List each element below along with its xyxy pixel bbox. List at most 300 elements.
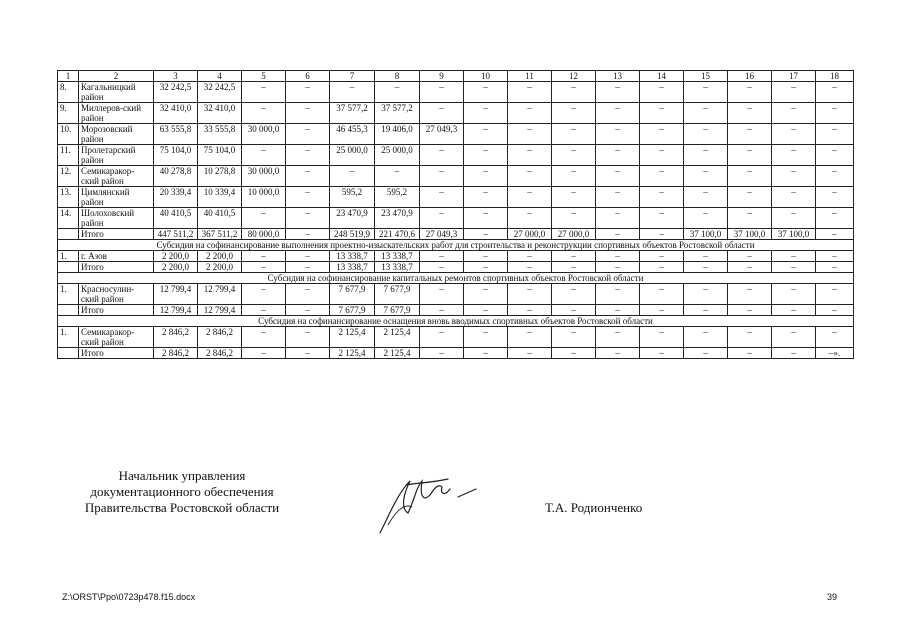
table-cell: –	[286, 103, 330, 124]
column-number-header: 12	[552, 71, 596, 82]
table-cell: –	[728, 82, 772, 103]
table-cell: –	[640, 327, 684, 348]
table-cell: –	[552, 145, 596, 166]
table-cell: 2 846,2	[198, 348, 242, 359]
table-cell: 2 125,4	[375, 327, 420, 348]
table-cell	[58, 262, 79, 273]
table-row	[58, 82, 854, 103]
table-cell: –	[464, 166, 508, 187]
table-cell: –	[508, 208, 552, 229]
table-cell: 80 000,0	[242, 229, 286, 240]
table-cell: 13 338,7	[330, 262, 375, 273]
table-cell: –	[596, 284, 640, 305]
table-cell: –	[375, 166, 420, 187]
table-row	[58, 145, 854, 166]
table-cell: –	[816, 166, 854, 187]
table-cell: –	[596, 103, 640, 124]
column-number-header: 14	[640, 71, 684, 82]
table-cell: 30 000,0	[242, 124, 286, 145]
table-cell: 2 846,2	[154, 327, 198, 348]
table-cell: –	[242, 208, 286, 229]
table-cell: –	[552, 208, 596, 229]
table-cell: 2 200,0	[198, 262, 242, 273]
table-cell: –	[508, 305, 552, 316]
table-cell: 595,2	[375, 187, 420, 208]
table-cell: 9.	[58, 103, 79, 124]
district-name-cell: Семикаракор-ский район	[79, 327, 154, 348]
district-name-cell: г. Азов	[79, 251, 154, 262]
table-cell: –	[552, 327, 596, 348]
table-cell: –	[640, 251, 684, 262]
table-cell: –	[772, 348, 816, 359]
table-cell: –	[286, 187, 330, 208]
column-number-header: 2	[79, 71, 154, 82]
table-cell: –	[684, 348, 728, 359]
table-cell: –	[508, 327, 552, 348]
table-cell: –	[508, 348, 552, 359]
column-number-header: 9	[420, 71, 464, 82]
table-cell: 27 049,3	[420, 124, 464, 145]
table-cell: –	[728, 262, 772, 273]
table-cell: –	[684, 187, 728, 208]
table-cell: 2 200,0	[154, 262, 198, 273]
section-row	[58, 316, 854, 327]
column-number-header: 4	[198, 71, 242, 82]
table-cell: –	[728, 305, 772, 316]
table-cell: –	[684, 82, 728, 103]
table-cell: –	[286, 262, 330, 273]
table-cell: –	[508, 284, 552, 305]
table-cell: –	[640, 229, 684, 240]
table-cell: –	[640, 145, 684, 166]
table-row	[58, 348, 854, 359]
table-cell: 12 799,4	[154, 305, 198, 316]
table-cell: –	[640, 348, 684, 359]
table-cell: –	[816, 251, 854, 262]
district-name-cell: Цимлянский район	[79, 187, 154, 208]
table-cell: –	[684, 145, 728, 166]
table-cell: 27 000,0	[552, 229, 596, 240]
table-row	[58, 251, 854, 262]
signature-line3: Правительства Ростовской области	[84, 500, 280, 515]
table-cell: –	[286, 327, 330, 348]
table-cell: –	[684, 103, 728, 124]
table-cell: 2 125,4	[330, 348, 375, 359]
table-cell: –	[552, 284, 596, 305]
table-cell: –	[772, 82, 816, 103]
column-number-header: 10	[464, 71, 508, 82]
table-cell: 25 000,0	[375, 145, 420, 166]
district-name-cell: Итого	[79, 262, 154, 273]
table-cell: 13.	[58, 187, 79, 208]
table-cell: 2 200,0	[154, 251, 198, 262]
table-cell: 10 339,4	[198, 187, 242, 208]
table-cell: –	[242, 103, 286, 124]
table-cell: 2 846,2	[154, 348, 198, 359]
table-cell: –	[286, 348, 330, 359]
table-cell: –	[772, 166, 816, 187]
table-cell: 32 242,5	[198, 82, 242, 103]
table-cell: –	[420, 262, 464, 273]
table-cell: –	[552, 348, 596, 359]
handwritten-signature-icon	[370, 463, 480, 543]
table-cell: 32 410,0	[198, 103, 242, 124]
table-cell: 10.	[58, 124, 79, 145]
table-cell: 40 410,5	[198, 208, 242, 229]
table-cell: 13 338,7	[330, 251, 375, 262]
table-cell: 12 799,4	[154, 284, 198, 305]
district-name-cell: Красносулин-ский район	[79, 284, 154, 305]
table-cell: 14.	[58, 208, 79, 229]
table-cell: –	[816, 327, 854, 348]
table-cell: –	[420, 251, 464, 262]
table-row	[58, 187, 854, 208]
table-cell: –	[286, 208, 330, 229]
table-cell: –	[596, 208, 640, 229]
table-cell: –	[286, 251, 330, 262]
section-title: Субсидия на софинансирование капитальных ремонтов спортивных объектов Ростовской области	[58, 273, 854, 284]
table-cell: 2 200,0	[198, 251, 242, 262]
table-cell: –	[816, 208, 854, 229]
table-cell: –	[420, 103, 464, 124]
table-cell: –	[242, 251, 286, 262]
column-number-header: 7	[330, 71, 375, 82]
table-header-row	[58, 71, 854, 82]
district-name-cell: Итого	[79, 348, 154, 359]
table-cell: –	[772, 284, 816, 305]
table-cell: –	[552, 82, 596, 103]
table-cell: –	[684, 305, 728, 316]
table-cell: –	[552, 262, 596, 273]
table-cell: –	[772, 251, 816, 262]
table-cell: 20 339,4	[154, 187, 198, 208]
table-cell: –	[596, 82, 640, 103]
table-cell: 2 125,4	[330, 327, 375, 348]
table-cell: 63 555,8	[154, 124, 198, 145]
table-cell: 30 000,0	[242, 166, 286, 187]
table-cell: –	[242, 145, 286, 166]
table-row	[58, 284, 854, 305]
table-cell: –	[640, 124, 684, 145]
table-cell: 32 242,5	[154, 82, 198, 103]
table-cell: –	[242, 327, 286, 348]
table-cell: –	[728, 124, 772, 145]
table-cell: –	[596, 124, 640, 145]
table-cell: –	[420, 208, 464, 229]
table-cell: 37 100,0	[728, 229, 772, 240]
table-cell: –	[464, 208, 508, 229]
table-cell: –	[596, 251, 640, 262]
table-cell: –	[420, 187, 464, 208]
table-cell: 13 338,7	[375, 262, 420, 273]
table-row	[58, 305, 854, 316]
table-cell: 25 000,0	[330, 145, 375, 166]
table-cell: –	[816, 262, 854, 273]
column-number-header: 11	[508, 71, 552, 82]
table-cell: –	[464, 262, 508, 273]
table-cell: –	[420, 305, 464, 316]
table-row	[58, 229, 854, 240]
table-cell: –	[508, 187, 552, 208]
table-cell: 27 000,0	[508, 229, 552, 240]
signature-line1: Начальник управления	[118, 468, 246, 483]
table-cell: 1.	[58, 251, 79, 262]
table-cell: –	[772, 187, 816, 208]
table-cell: –	[728, 166, 772, 187]
table-cell: –	[640, 187, 684, 208]
table-cell: –	[552, 124, 596, 145]
table-cell: –	[596, 348, 640, 359]
table-cell: 37 577,2	[375, 103, 420, 124]
table-cell: 12 799,4	[198, 305, 242, 316]
table-cell: –	[684, 124, 728, 145]
column-number-header: 8	[375, 71, 420, 82]
table-cell: –	[464, 284, 508, 305]
table-cell: 75 104,0	[198, 145, 242, 166]
table-cell: –	[552, 187, 596, 208]
table-cell: –	[640, 262, 684, 273]
section-row	[58, 240, 854, 251]
table-cell: –	[728, 187, 772, 208]
table-cell: –	[420, 348, 464, 359]
table-cell: –	[728, 251, 772, 262]
table-cell: –	[596, 145, 640, 166]
table-cell: –	[684, 284, 728, 305]
table-cell: 32 410,0	[154, 103, 198, 124]
column-number-header: 6	[286, 71, 330, 82]
table-cell: –	[286, 166, 330, 187]
table-cell: –	[816, 284, 854, 305]
table-row	[58, 124, 854, 145]
table-cell: –	[242, 262, 286, 273]
column-number-header: 15	[684, 71, 728, 82]
table-cell: –	[242, 82, 286, 103]
table-cell: 7 677,9	[375, 284, 420, 305]
table-cell: –	[375, 82, 420, 103]
table-cell: 1.	[58, 327, 79, 348]
table-cell: 33 555,8	[198, 124, 242, 145]
table-cell: 7 677,9	[375, 305, 420, 316]
table-cell: –	[772, 262, 816, 273]
table-cell: 7 677,9	[330, 305, 375, 316]
signatory-name: Т.А. Родионченко	[545, 500, 643, 515]
table-cell: –	[596, 187, 640, 208]
table-row	[58, 166, 854, 187]
section-title: Субсидия на софинансирование выполнения проектно-изыскательских работ для строительства и реконструкции спортивных объектов Ростовской области	[58, 240, 854, 251]
table-cell: –	[242, 284, 286, 305]
table-cell: –	[286, 305, 330, 316]
table-cell: –	[420, 82, 464, 103]
table-cell: –	[816, 305, 854, 316]
table-cell: –	[552, 305, 596, 316]
data-table	[57, 70, 854, 359]
table-cell: 11.	[58, 145, 79, 166]
table-cell: –	[816, 124, 854, 145]
table-cell: –	[728, 284, 772, 305]
table-cell: –	[286, 124, 330, 145]
table-cell: 7 677,9	[330, 284, 375, 305]
table-cell: –	[286, 284, 330, 305]
table-cell: 37 100,0	[684, 229, 728, 240]
table-cell	[58, 305, 79, 316]
table-cell: –	[596, 327, 640, 348]
table-cell	[58, 348, 79, 359]
table-cell: –	[420, 166, 464, 187]
table-cell: 221 470,6	[375, 229, 420, 240]
table-cell: –	[728, 327, 772, 348]
signature-line2: документационного обеспечения	[90, 484, 274, 499]
table-cell: –	[596, 166, 640, 187]
table-cell	[58, 229, 79, 240]
table-cell: –	[464, 305, 508, 316]
table-cell: –	[772, 124, 816, 145]
table-cell: –	[420, 145, 464, 166]
table-cell: –	[772, 327, 816, 348]
table-row	[58, 327, 854, 348]
table-cell: –	[552, 103, 596, 124]
district-name-cell: Итого	[79, 305, 154, 316]
table-cell: –	[552, 166, 596, 187]
table-cell: –	[596, 262, 640, 273]
table-cell: –	[816, 82, 854, 103]
table-cell: –	[330, 82, 375, 103]
table-cell: 37 100,0	[772, 229, 816, 240]
table-cell: –	[596, 305, 640, 316]
table-cell: –	[816, 229, 854, 240]
table-cell: –	[286, 145, 330, 166]
table-cell: 27 049,3	[420, 229, 464, 240]
table-cell: –	[464, 251, 508, 262]
district-name-cell: Пролетарский район	[79, 145, 154, 166]
table-cell: –	[420, 284, 464, 305]
table-cell: –	[464, 145, 508, 166]
table-cell: 447 511,2	[154, 229, 198, 240]
table-body	[58, 71, 854, 359]
table-cell: –	[728, 348, 772, 359]
table-cell: 40 410,5	[154, 208, 198, 229]
table-cell: –	[772, 103, 816, 124]
column-number-header: 17	[772, 71, 816, 82]
district-name-cell: Кагальницкий район	[79, 82, 154, 103]
table-cell: –	[464, 187, 508, 208]
table-row	[58, 103, 854, 124]
table-cell: –	[772, 208, 816, 229]
table-cell: 75 104,0	[154, 145, 198, 166]
column-number-header: 13	[596, 71, 640, 82]
table-cell: –	[286, 229, 330, 240]
table-cell: –	[508, 82, 552, 103]
table-cell: 10 000,0	[242, 187, 286, 208]
table-cell: –	[772, 145, 816, 166]
table-cell: –	[596, 229, 640, 240]
table-cell: 40 278,8	[154, 166, 198, 187]
table-cell: 19 406,0	[375, 124, 420, 145]
table-cell: –	[640, 166, 684, 187]
table-cell: –	[816, 187, 854, 208]
table-cell: 46 455,3	[330, 124, 375, 145]
table-cell: 2 846,2	[198, 327, 242, 348]
table-cell: –	[640, 103, 684, 124]
table-cell: –	[508, 251, 552, 262]
table-cell: 10 278,8	[198, 166, 242, 187]
table-cell: –	[772, 305, 816, 316]
section-title: Субсидия на софинансирование оснащения вновь вводимых спортивных объектов Ростовской области	[58, 316, 854, 327]
table-cell: –	[684, 166, 728, 187]
table-cell: –	[508, 166, 552, 187]
table-cell: 23 470,9	[330, 208, 375, 229]
table-cell: 12.	[58, 166, 79, 187]
table-cell: 248 519,9	[330, 229, 375, 240]
table-cell: –	[508, 145, 552, 166]
table-cell: –	[286, 82, 330, 103]
table-cell: –	[816, 103, 854, 124]
column-number-header: 18	[816, 71, 854, 82]
column-number-header: 5	[242, 71, 286, 82]
column-number-header: 1	[58, 71, 79, 82]
table-cell: –	[640, 305, 684, 316]
signature-title	[62, 468, 302, 516]
table-cell: –	[242, 305, 286, 316]
table-cell: –	[640, 284, 684, 305]
district-name-cell: Шолоховский район	[79, 208, 154, 229]
table-cell: –	[684, 251, 728, 262]
district-name-cell: Итого	[79, 229, 154, 240]
table-cell: –	[552, 251, 596, 262]
table-cell: –	[728, 208, 772, 229]
table-cell: –	[684, 327, 728, 348]
table-cell: –	[330, 166, 375, 187]
section-row	[58, 273, 854, 284]
table-cell: –	[464, 229, 508, 240]
table-cell: 12 799,4	[198, 284, 242, 305]
table-cell: –	[728, 103, 772, 124]
table-cell: 595,2	[330, 187, 375, 208]
table-cell: –	[684, 208, 728, 229]
table-cell: –	[640, 208, 684, 229]
table-cell: 13 338,7	[375, 251, 420, 262]
table-cell: –	[420, 327, 464, 348]
table-cell: 2 125,4	[375, 348, 420, 359]
table-cell: –	[508, 103, 552, 124]
table-cell: –	[464, 103, 508, 124]
table-cell: –	[508, 124, 552, 145]
table-cell: –	[684, 262, 728, 273]
table-cell: –	[464, 82, 508, 103]
table-cell: –	[464, 124, 508, 145]
page-number: 39	[827, 592, 838, 602]
table-cell: –	[464, 327, 508, 348]
district-name-cell: Миллеров-ский район	[79, 103, 154, 124]
table-cell: –	[728, 145, 772, 166]
table-cell: –	[464, 348, 508, 359]
table-row	[58, 262, 854, 273]
column-number-header: 3	[154, 71, 198, 82]
footer-file-path: Z:\ORST\Ppo\0723p478.f15.docx	[62, 592, 196, 602]
table-cell: 367 511,2	[198, 229, 242, 240]
table-cell: 1.	[58, 284, 79, 305]
table-cell: 23 470,9	[375, 208, 420, 229]
table-cell: –».	[816, 348, 854, 359]
column-number-header: 16	[728, 71, 772, 82]
table-cell: –	[242, 348, 286, 359]
table-cell: –	[508, 262, 552, 273]
table-cell: 8.	[58, 82, 79, 103]
district-name-cell: Морозовский район	[79, 124, 154, 145]
district-name-cell: Семикаракор-ский район	[79, 166, 154, 187]
table-cell: –	[640, 82, 684, 103]
table-row	[58, 208, 854, 229]
table-cell: 37 577,2	[330, 103, 375, 124]
